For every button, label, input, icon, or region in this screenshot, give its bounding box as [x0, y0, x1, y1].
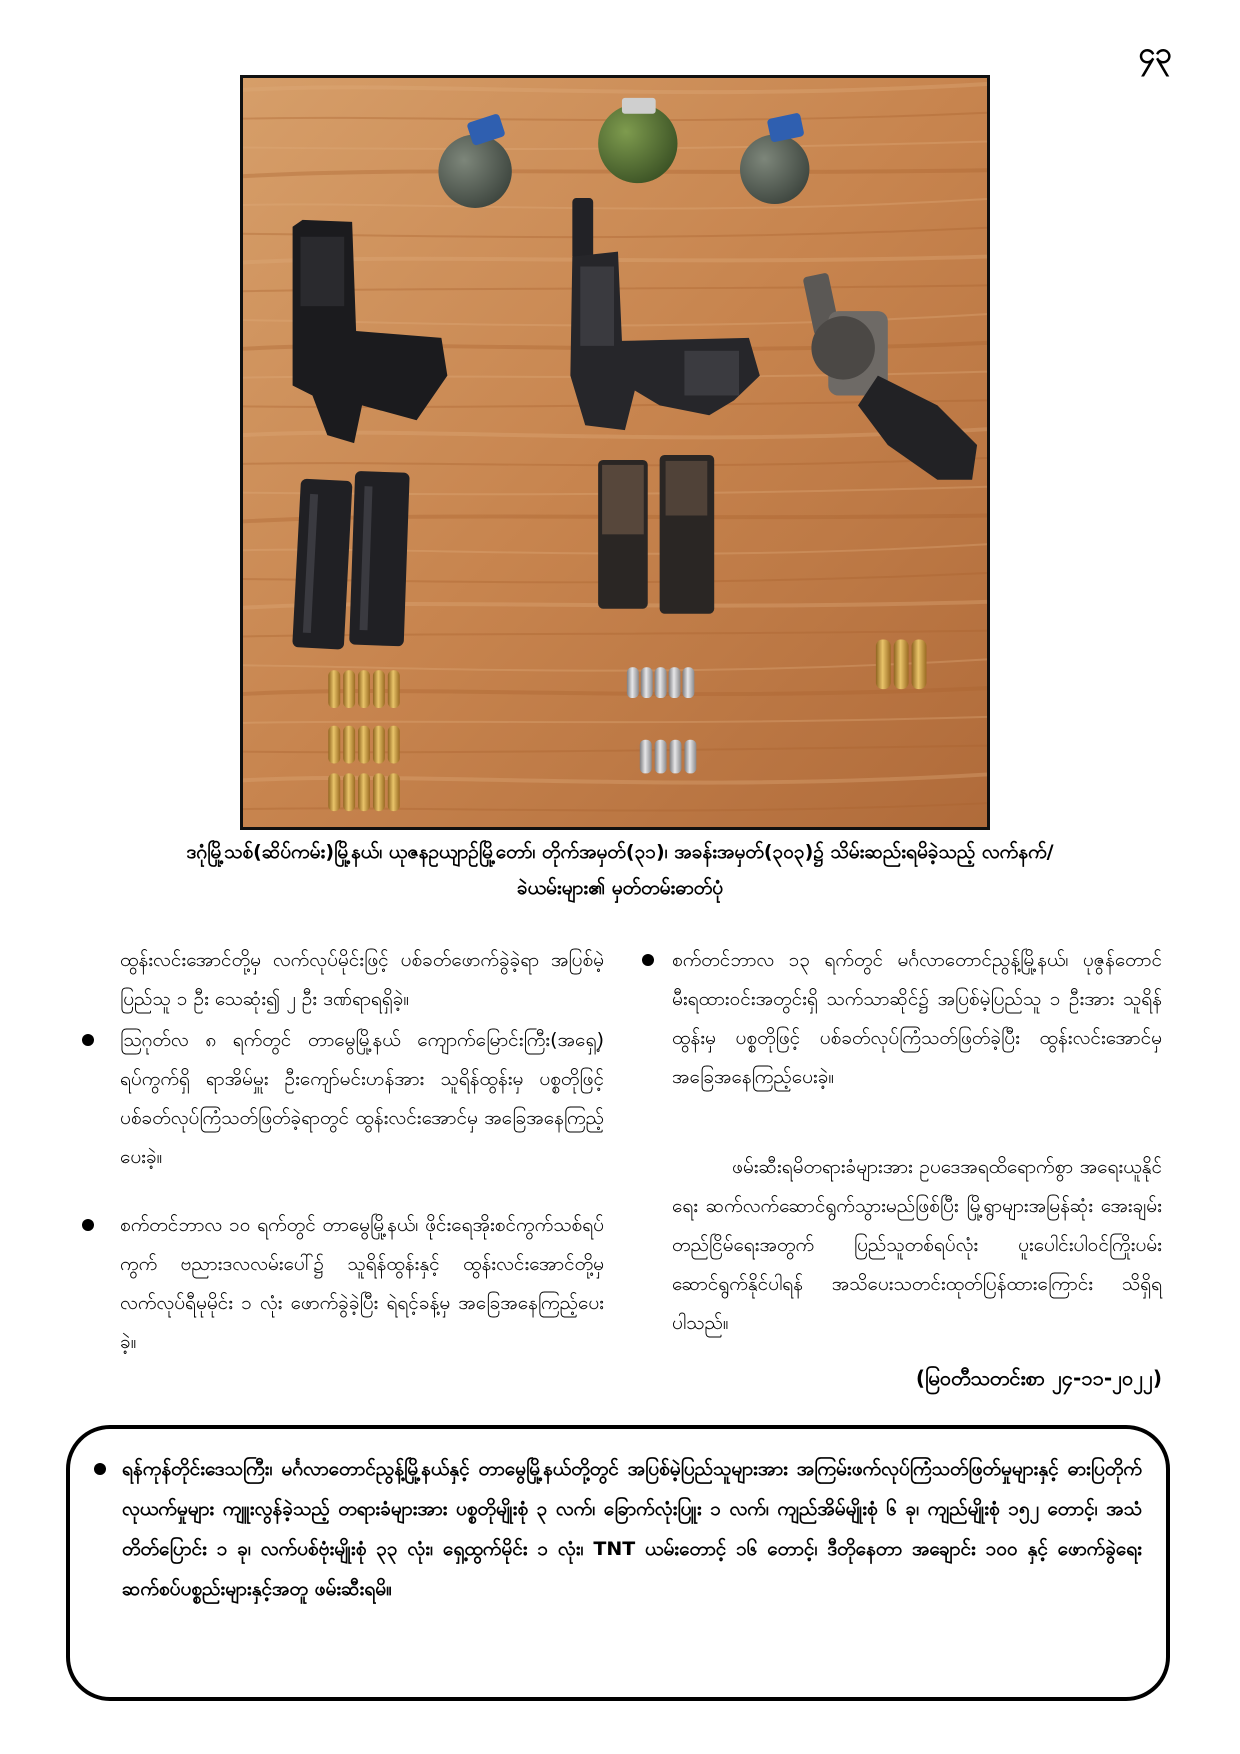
bullet-round: [655, 740, 667, 774]
bullet-round: [343, 670, 355, 708]
bullet-round: [358, 726, 370, 764]
magazine-icon: [598, 460, 648, 609]
bullet-round: [894, 640, 909, 690]
bullet-round: [388, 726, 400, 764]
bullet-round: [343, 773, 355, 811]
bullet-round: [876, 640, 891, 690]
bullet-round: [373, 670, 385, 708]
evidence-photo: [240, 75, 990, 830]
magazine-icon: [349, 471, 410, 646]
bullet-round: [358, 773, 370, 811]
wood-table: [243, 78, 987, 827]
magazine-icon: [292, 479, 352, 650]
summary-box: [66, 1425, 1170, 1701]
left-intro-paragraph: ထွန်းလင်းအောင်တို့မှ လက်လုပ်မိုင်းဖြင့် ပစ်ခတ်ဖောက်ခွဲခဲ့ရာ အပြစ်မဲ့ပြည်သူ ၁ ဦး သေဆုံး၍ ၂ ဦး ဒဏ်ရာရရှိခဲ့။: [120, 949, 604, 1010]
caption-line-1: ဒဂုံမြို့သစ်(ဆိပ်ကမ်း)မြို့နယ်၊ ယုဇနဥယျာဉ်မြို့တော်၊ တိုက်အမှတ်(၃၁)၊ အခန်းအမှတ်(၃၀၃)၌ သိမ်းဆည်းရမိခဲ့သည့် လက်နက်/: [186, 841, 1054, 863]
magazine-icon: [660, 455, 715, 614]
summary-bullet-item: ရန်ကုန်တိုင်းဒေသကြီး၊ မင်္ဂလာတောင်ညွန့်မြို့နယ်နှင့် တာမွေမြို့နယ်တို့တွင် အပြစ်မဲ့ပြည်သူများအား အကြမ်းဖက်လုပ်ကြံသတ်ဖြတ်မှုများနှင့် ဓားပြတိုက်လုယက်မှုများ ကျူးလွန်ခဲ့သည့် တရားခံများအား ပစ္စတိုမျိုးစုံ ၃ လက်၊ ခြောက်လုံးပြူး ၁ လက်၊ ကျည်အိမ်မျိုးစုံ ၆ ခု၊ ကျည်မျိုးစုံ ၁၅၂ တောင့်၊ အသံတိတ်ပြောင်း ၁ ခု၊ လက်ပစ်ဗုံးမျိုးစုံ ၃၃ လုံး၊ ရှေ့ထွက်မိုင်း ၁ လုံး၊ TNT ယမ်းတောင့် ၁၆ တောင့်၊ ဒီတိုနေတာ အချောင်း ၁၀၀ နှင့် ဖောက်ခွဲရေး ဆက်စပ်ပစ္စည်းများနှင့်အတူ ဖမ်းဆီးရမိ။: [122, 1458, 1142, 1600]
bullet-round: [328, 726, 340, 764]
bullet-icon: [82, 1219, 94, 1231]
bullet-round: [373, 773, 385, 811]
evidence-photo-illustration: [243, 78, 987, 827]
bullet-round: [388, 670, 400, 708]
bullet-round: [627, 667, 639, 698]
bullet-round: [912, 640, 927, 690]
left-bullet-item: ဩဂုတ်လ ၈ ရက်တွင် တာမွေမြို့နယ် ကျောက်မြောင်းကြီး(အရှေ့) ရပ်ကွက်ရှိ ရာအိမ်မှူး ဦးကျော်မင်းဟန်အား သူရိန်ထွန်းမှ ပစ္စတိုဖြင့် ပစ်ခတ်လုပ်ကြံသတ်ဖြတ်ခဲ့ရာတွင် ထွန်းလင်းအောင်မှ အခြေအနေကြည့်ပေးခဲ့။: [120, 1029, 604, 1168]
bullet-round: [373, 726, 385, 764]
bullet-icon: [82, 1034, 94, 1046]
page-number: ၄၃: [1138, 36, 1172, 71]
left-bullet-item: စက်တင်ဘာလ ၁၀ ရက်တွင် တာမွေမြို့နယ်၊ ဖိုင်းရေအိုးစင်ကွက်သစ်ရပ်ကွက် ဗညားဒလလမ်းပေါ်၌ သူရိန်ထွန်းနှင့် ထွန်းလင်းအောင်တို့မှ လက်လုပ်ရီမုမိုင်း ၁ လုံး ဖောက်ခွဲခဲ့ပြီး ရဲရင့်ခန့်မှ အခြေအနေကြည့်ပေးခဲ့။: [120, 1214, 604, 1353]
bullet-round: [655, 667, 667, 698]
caption-line-2: ခဲယမ်းများ၏ မှတ်တမ်းဓာတ်ပုံ: [516, 877, 724, 899]
bullet-round: [328, 670, 340, 708]
bullet-round: [343, 726, 355, 764]
bullet-round: [640, 740, 652, 774]
bullet-round: [358, 670, 370, 708]
bullet-icon: [94, 1463, 106, 1475]
bullet-round: [682, 667, 694, 698]
bullet-round: [684, 740, 696, 774]
bullet-round: [670, 740, 682, 774]
bullet-round: [328, 773, 340, 811]
photo-caption: [80, 834, 1160, 906]
source-citation: (မြဝတီသတင်းစာ ၂၄-၁၁-၂၀၂၂): [915, 1366, 1162, 1390]
bullet-icon: [642, 954, 654, 966]
right-bullet-item: စက်တင်ဘာလ ၁၃ ရက်တွင် မင်္ဂလာတောင်ညွန့်မြို့နယ်၊ ပုဇွန်တောင်မီးရထားဝင်းအတွင်းရှိ သက်သာဆိုင်၌ အပြစ်မဲ့ပြည်သူ ၁ ဦးအား သူရိန်ထွန်းမှ ပစ္စတိုဖြင့် ပစ်ခတ်လုပ်ကြံသတ်ဖြတ်ခဲ့ပြီး ထွန်းလင်းအောင်မှ အခြေအနေကြည့်ပေးခဲ့။: [672, 949, 1162, 1088]
bullet-round: [669, 667, 681, 698]
bullet-round: [388, 773, 400, 811]
right-paragraph: ဖမ်းဆီးရမိတရားခံများအား ဥပဒေအရထိရောက်စွာ အရေးယူနိုင်ရေး ဆက်လက်ဆောင်ရွက်သွားမည်ဖြစ်ပြီး မြို့ရွာများအမြန်ဆုံး အေးချမ်းတည်ငြိမ်ရေးအတွက် ပြည်သူတစ်ရပ်လုံး ပူးပေါင်းပါဝင်ကြိုးပမ်းဆောင်ရွက်နိုင်ပါရန် အသိပေးသတင်းထုတ်ပြန်ထားကြောင်း သိရှိရပါသည်။: [672, 1156, 1162, 1334]
bullet-round: [641, 667, 653, 698]
